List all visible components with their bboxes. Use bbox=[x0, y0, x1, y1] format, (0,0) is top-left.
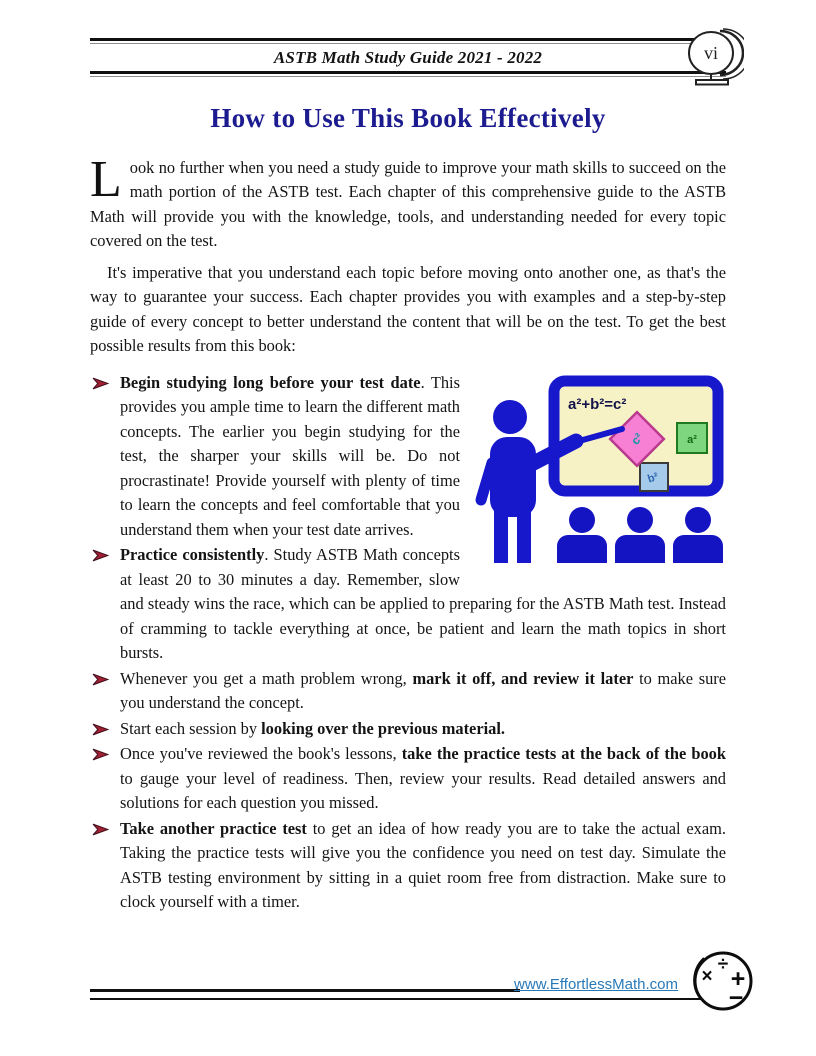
list-item bbox=[90, 817, 726, 915]
list-item bbox=[90, 717, 726, 742]
arrow-bullet-icon bbox=[92, 549, 109, 562]
page-title: How to Use This Book Effectively bbox=[210, 102, 606, 133]
arrow-bullet-icon bbox=[92, 673, 109, 686]
page-number-badge bbox=[686, 26, 744, 90]
board-formula: a²+b²=c² bbox=[568, 395, 627, 413]
list-item bbox=[90, 667, 726, 716]
page-footer bbox=[90, 954, 746, 1012]
header-rule-bottom-thick bbox=[90, 71, 726, 74]
arrow-bullet-icon bbox=[92, 377, 109, 390]
page-number: vi bbox=[703, 43, 719, 63]
list-item-text: Start each session by looking over the previous material. bbox=[120, 718, 505, 738]
list-item-text: Begin studying long before your test date. This provides you ample time to learn the different math concepts. The earlier you begin studying for the test, the sharper your skills will be. Do not procrastinate! Provide yourself with plenty of time to learn the concepts and feel comfortable that you understand them when your test date arrives. bbox=[120, 372, 460, 539]
list-item-text: Once you've reviewed the book's lessons, take the practice tests at the back of the book to gauge your level of readiness. Then, review your results. Read detailed answers and solutions for each question you missed. bbox=[120, 744, 726, 812]
intro-paragraph-text: ook no further when you need a study guide to improve your math skills to succeed on the math portion of the ASTB test. Each chapter of this comprehensive guide to the ASTB Math will provide you with the knowledge, tools, and understanding needed for every topic covered on the test. bbox=[90, 157, 726, 250]
intro-paragraph bbox=[90, 150, 726, 254]
plus-icon: + bbox=[730, 965, 746, 993]
secondary-paragraph: It's imperative that you understand each topic before moving onto another one, as that's the way to guarantee your success. Each chapter provides you with examples and a step-by-step guide of every concept to better understand the content that will be on the test. To get the best possible results from this book: bbox=[90, 262, 726, 355]
header-rule-top-thick bbox=[90, 38, 726, 41]
arrow-bullet-icon bbox=[92, 823, 109, 836]
diamond-label: c² bbox=[628, 429, 646, 448]
green-square-label: a² bbox=[687, 433, 697, 446]
book-title: ASTB Math Study Guide 2021 - 2022 bbox=[273, 48, 543, 67]
arrow-bullet-icon bbox=[92, 748, 109, 761]
effortlessmath-logo-icon bbox=[690, 948, 756, 1014]
footer-rule-short bbox=[90, 989, 520, 992]
footer-rule-long bbox=[90, 998, 722, 1000]
list-item bbox=[90, 371, 726, 543]
minus-icon: − bbox=[728, 984, 744, 1012]
list-item bbox=[90, 742, 726, 816]
website-link[interactable]: www.EffortlessMath.com bbox=[514, 976, 678, 993]
multiply-icon: × bbox=[701, 966, 713, 987]
list-item-text: Take another practice test to get an idea of how ready you are to take the actual exam. Taking the practice tests will give you the confidence you need on test day. Simulate the ASTB testing environment by sitting in a quiet room free from distraction. Make sure to clock yourself with a timer. bbox=[120, 818, 726, 911]
tips-section bbox=[90, 371, 726, 915]
list-item-text: Practice consistently. Study ASTB Math concepts at least 20 to 30 minutes a day. Remember, slow and steady wins the race, which can be applied to preparing for the ASTB Math test. Instead of cramming to tackle everything at once, be patient and learn the math topics in short bursts. bbox=[120, 545, 726, 662]
list-item-text: Whenever you get a math problem wrong, mark it off, and review it later to make sure you understand the concept. bbox=[120, 668, 726, 712]
header-rule-bottom-thin bbox=[90, 76, 726, 77]
list-item bbox=[90, 543, 726, 666]
arrow-bullet-icon bbox=[92, 723, 109, 736]
blue-square-label: b² bbox=[646, 470, 660, 485]
running-header bbox=[90, 38, 726, 77]
tips-list bbox=[90, 371, 726, 915]
divide-icon: ÷ bbox=[717, 954, 729, 975]
drop-cap: L bbox=[90, 150, 122, 208]
